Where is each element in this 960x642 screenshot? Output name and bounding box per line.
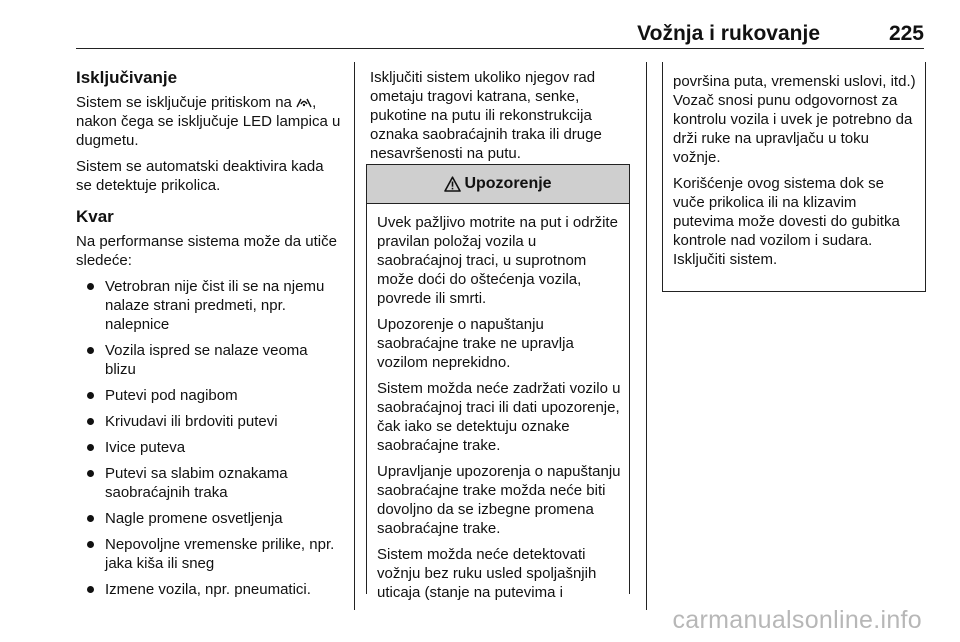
warning-paragraph: Uvek pažljivo motrite na put i održite pravilan položaj vozila u saobraćajnoj traci, u suprotnom može doći do oštećenja vozila, povrede ili smrti. [377,214,618,307]
bullet-dot [87,541,94,548]
text-span: Sistem se isključuje pritiskom na [76,94,297,111]
warning-paragraph: Upravljanje upozorenja o napuštanju saobraćajne trake možda neće biti dovoljno da se izbegne promena saobraćajne trake. [377,463,621,537]
warning-paragraph: Sistem možda neće detektovati vožnju bez ruku usled spoljašnjih uticaja (stanje na putevima i [377,546,597,601]
list-item-text: Krivudavi ili brdoviti putevi [105,413,278,430]
list-item [76,509,342,528]
heading-kvar: Kvar [76,207,114,226]
paragraph-disable-conditions: Isključiti sistem ukoliko njegov rad ometaju tragovi katrana, senke, pukotine na putu ili rekonstrukcija oznaka saobraćajnih traka ili druge nesavršenosti na putu. [370,69,602,162]
heading-iskljucivanje: Isključivanje [76,68,178,87]
list-item [76,341,342,379]
warning-body [367,204,629,602]
column-divider-2 [646,62,647,610]
list-item [76,277,342,334]
bullet-dot [87,586,94,593]
list-item-text: Nagle promene osvetljenja [105,510,283,527]
bullet-dot [87,347,94,354]
warning-paragraph: Upozorenje o napuštanju saobraćajne trake ne upravlja vozilom neprekidno. [377,316,574,371]
list-item-text: Ivice puteva [105,439,186,456]
header-rule [76,48,924,49]
column-2 [370,68,632,170]
paragraph-switch-off [76,93,342,150]
list-item [76,580,342,599]
warning-paragraph: Sistem možda neće zadržati vozilo u saobraćajnoj traci ili dati upozorenje, čak iako se detektuju oznake saobraćajne trake. [377,380,621,454]
bullet-dot [87,418,94,425]
list-item [76,412,342,431]
warning-paragraph: površina puta, vremenski uslovi, itd.) Vozač snosi punu odgovornost za kontrolu vozila i uvek je potrebno da drži ruke na upravljaču u toku vožnje. [673,73,916,166]
bullet-dot [87,283,94,290]
list-item-text: Vetrobran nije čist ili se na njemu nalaze strani predmeti, npr. nalepnice [105,278,325,333]
list-item-text: Putevi sa slabim oznakama saobraćajnih traka [105,465,288,501]
column-divider-1 [354,62,355,610]
page-number: 225 [888,22,924,45]
list-item [76,535,342,573]
warning-box [366,164,630,601]
list-item [76,464,342,502]
warning-header [367,165,629,204]
bullet-dot [87,470,94,477]
list-item-text: Vozila ispred se nalaze veoma blizu [105,342,308,378]
lane-departure-icon [296,96,312,108]
warning-box-continued [662,62,926,292]
header-title: Vožnja i rukovanje [637,22,820,45]
list-item [76,386,342,405]
list-item-text: Izmene vozila, npr. pneumatici. [105,581,311,598]
bullet-dot [87,515,94,522]
bullet-dot [87,392,94,399]
warning-triangle-icon [444,176,461,192]
warning-paragraph: Korišćenje ovog sistema dok se vuče prikolica ili na klizavim putevima može dovesti do gubitka kontrole nad vozilom i sudara. Isključiti sistem. [673,175,900,268]
text-span: , nakon čega se isključuje LED lampica u dugmetu. [76,94,341,149]
bullet-dot [87,444,94,451]
bullet-list [76,277,342,599]
warning-title: Upozorenje [464,175,552,192]
list-item [76,438,342,457]
list-item-text: Nepovoljne vremenske prilike, npr. jaka kiša ili sneg [105,536,335,572]
paragraph-kvar-intro: Na performanse sistema može da utiče sledeće: [76,233,337,269]
list-item-text: Putevi pod nagibom [105,387,238,404]
watermark: carmanualsonline.info [672,606,922,634]
paragraph-auto-deactivate: Sistem se automatski deaktivira kada se detektuje prikolica. [76,158,324,194]
warning-body-continued [663,62,925,269]
column-1 [76,68,342,606]
